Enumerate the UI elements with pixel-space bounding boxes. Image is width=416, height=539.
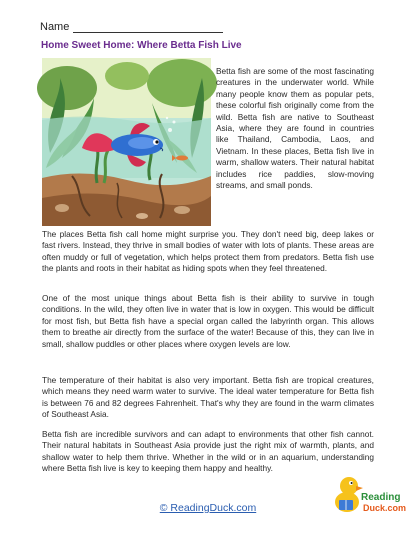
paragraph-1: The places Betta fish call home might surprise you. They don't need big, deep lakes or fast rivers. Instead, they thrive in small bodies of water with lots of plants. These areas are often muddy or full of vegetation, which helps protect them from predators. Betta fish use the plants and roots in their habitat as hiding spots when they feel threatened. [42,229,374,274]
readingduck-logo [333,470,407,518]
readingduck-link[interactable]: © ReadingDuck.com [159,502,257,514]
name-field-row [40,21,223,33]
page-title: Home Sweet Home: Where Betta Fish Live [41,40,242,51]
betta-habitat-image [42,58,211,226]
logo-text-line1: Reading [361,492,401,503]
betta-fish-illustration [42,58,211,226]
name-blank-line[interactable] [73,22,223,33]
duck-logo-icon [333,470,407,518]
paragraph-4: Betta fish are incredible survivors and can adapt to environments that other fish cannot. Their natural habitats in Southeast Asia provide just the right mix of warmth, plants, and shallow water to help them thrive. Whether in the wild or in an aquarium, understanding where Betta fish live is key to keeping them happy and healthy. [42,429,374,474]
name-label: Name [40,21,70,33]
paragraph-2: One of the most unique things about Betta fish is their ability to survive in tough conditions. In the wild, they often live in water that is low in oxygen. This would be difficult for most fish, but Betta fish have a special organ called the labyrinth organ. This allows them to breathe air directly from the surface of the water! Because of this, they can live in small, shallow puddles or other places where oxygen levels are low. [42,293,374,349]
logo-text-line2: Duck.com [363,503,407,513]
paragraph-3: The temperature of their habitat is also very important. Betta fish are tropical creatures, which means they need warm water to survive. The ideal water temperature for Betta fish is between 76 and 82 degrees Fahrenheit. That's why they are found in the warm climates of Southeast Asia. [42,375,374,420]
intro-paragraph: Betta fish are some of the most fascinating creatures in the underwater world. While many people know them as popular pets, these colorful fish originally come from the wild. Betta fish are native to Southeast Asia, where they are found in countries like Thailand, Cambodia, Laos, and Vietnam. In these places, Betta fish live in warm, shallow waters. Their natural habitat includes rice paddies, slow-moving streams, and small ponds. [216,66,374,191]
